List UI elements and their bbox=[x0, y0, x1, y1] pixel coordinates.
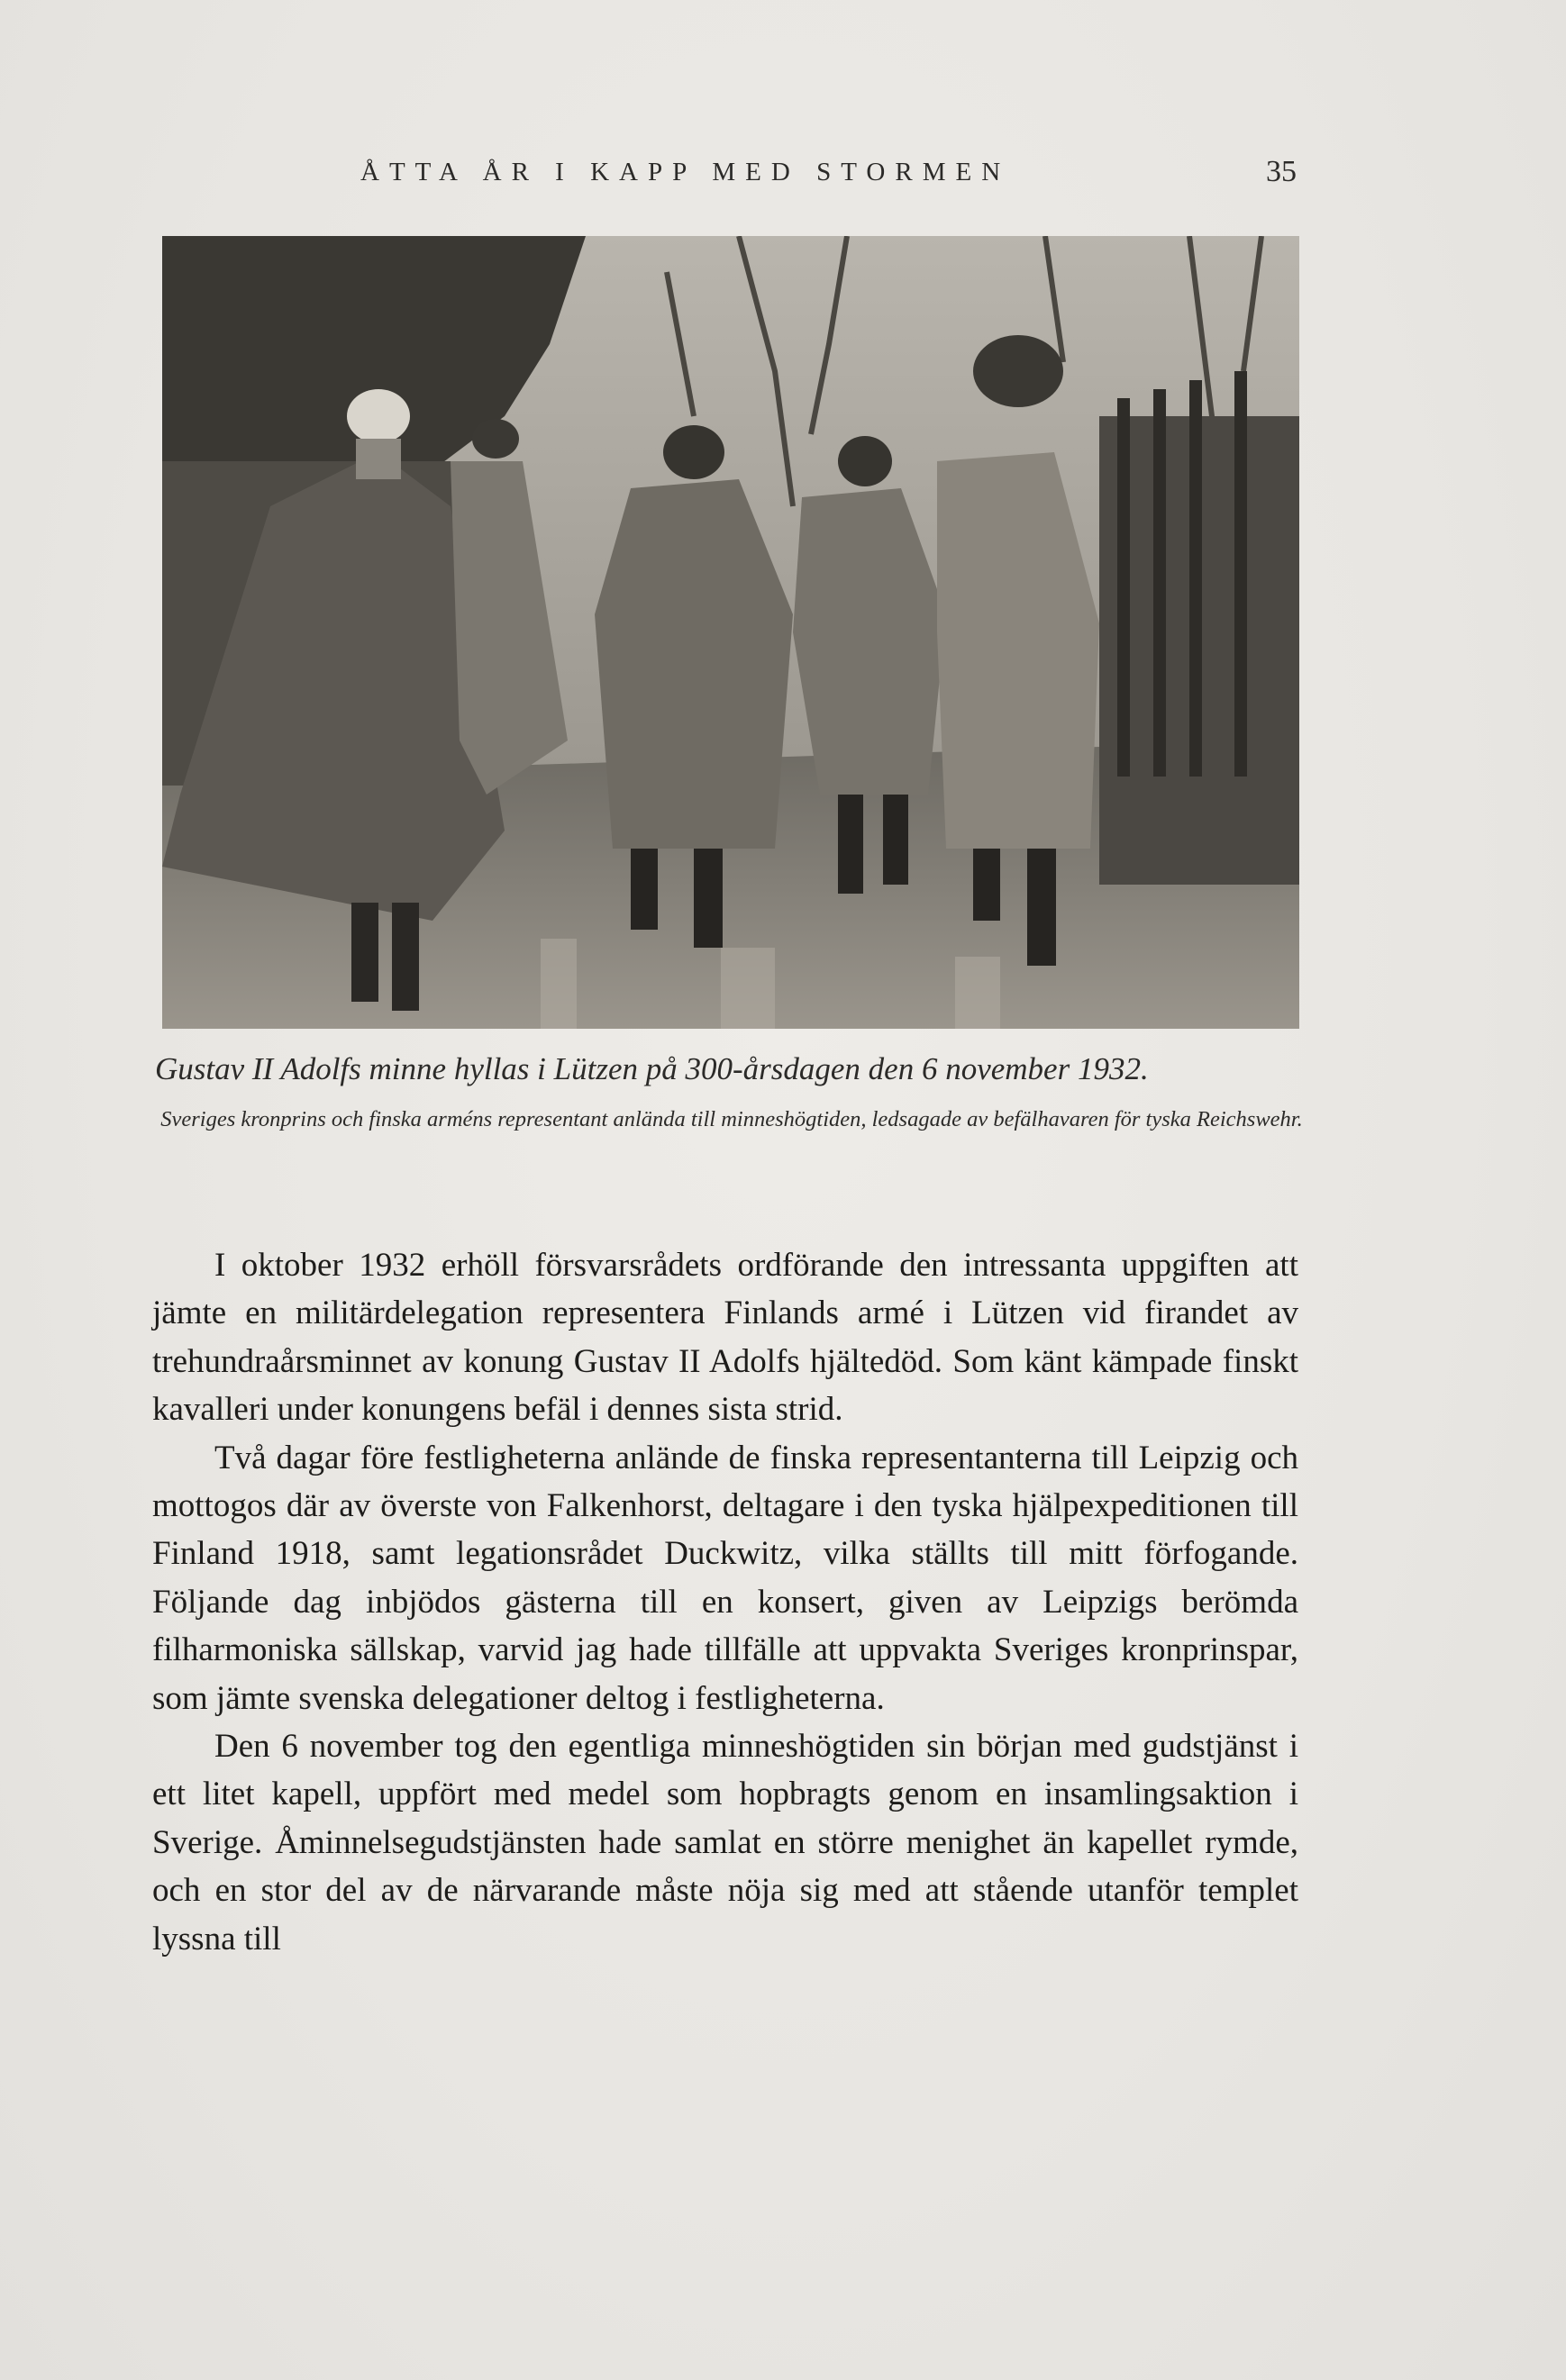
running-header: ÅTTA ÅR I KAPP MED STORMEN bbox=[360, 158, 1011, 186]
body-text bbox=[152, 1241, 1298, 1963]
body-paragraph: Två dagar före festligheterna anlände de finska representanterna till Leipzig och mottogos där av överste von Falkenhorst, deltagare i den tyska hjälpexpeditionen till Finland 1918, samt legationsrådet Duckwitz, vilka ställts till mitt förfogande. Följande dag inbjödos gästerna till en konsert, given av Leipzigs berömda filharmoniska sällskap, varvid jag hade tillfälle att uppvakta Sveriges kronprinspar, som jämte svenska delegationer deltog i festligheterna. bbox=[152, 1439, 1298, 1717]
body-paragraph: I oktober 1932 erhöll försvarsrådets ordförande den intressanta uppgiften att jämte en militärdelegation representera Finlands armé i Lützen vid firandet av trehundraårsminnet av konung Gustav II Adolfs hjältedöd. Som känt kämpade finskt kavalleri under konungens befäl i dennes sista strid. bbox=[152, 1247, 1298, 1429]
page-number: 35 bbox=[1266, 155, 1297, 188]
body-paragraph: Den 6 november tog den egentliga minneshögtiden sin början med gudstjänst i ett litet kapell, uppfört med medel som hopbragts genom en insamlingsaktion i Sverige. Åminnelsegudstjänsten hade samlat en större menighet än kapellet rymde, och en stor del av de närvarande måste nöja sig med att stående utanför templet lyssna till bbox=[152, 1728, 1298, 1958]
photo-caption-title: Gustav II Adolfs minne hyllas i Lützen på 300-årsdagen den 6 november 1932. bbox=[155, 1051, 1149, 1086]
historical-photograph bbox=[162, 236, 1299, 1029]
photo-caption-text: Sveriges kronprins och finska arméns representant anlända till minneshögtiden, ledsagade av befälhavaren för tyska Reichswehr. bbox=[160, 1107, 1303, 1131]
photo-illustration bbox=[162, 236, 1299, 1029]
